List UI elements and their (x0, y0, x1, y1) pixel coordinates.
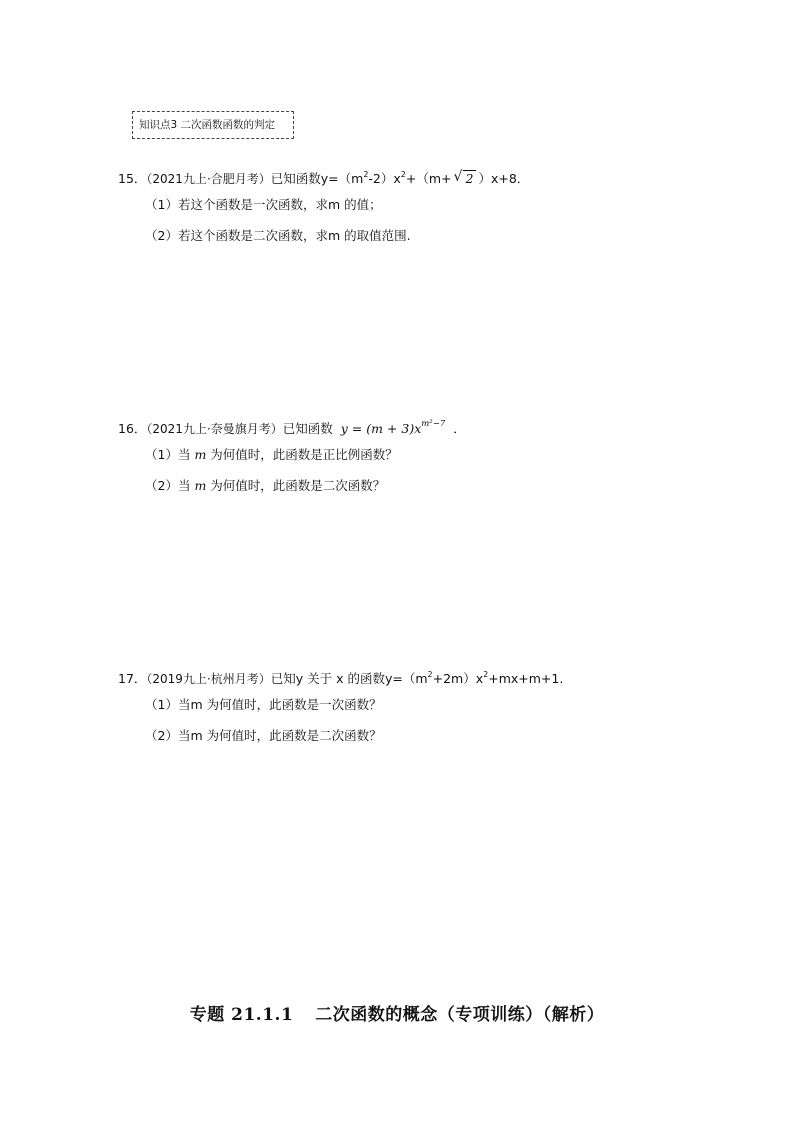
part-text: （2）当 (145, 478, 195, 493)
variable: m (194, 447, 207, 462)
question-16-part-1 (145, 447, 398, 463)
exponent: 2 (400, 170, 406, 179)
stem-text: ）x+8． (478, 171, 530, 186)
formula: y = (m + 3)x (340, 421, 422, 436)
stem-text: -2）x (368, 171, 401, 186)
question-source: （2021九上·合肥月考） (146, 172, 271, 186)
question-source: （2021九上·奈曼旗月考） (146, 422, 283, 436)
topic-title: 二次函数的概念（专项训练）（解析） (315, 1005, 605, 1025)
part-text: 为何值时，此函数是正比例函数？ (206, 447, 398, 462)
question-number: 17． (118, 671, 147, 686)
stem-text: ． (453, 421, 466, 436)
question-number: 16． (118, 421, 147, 436)
variable: m (194, 478, 207, 493)
question-17-part-2: （2）当m 为何值时，此函数是二次函数？ (145, 728, 382, 743)
sqrt-argument: 2 (463, 170, 477, 186)
formula-exponent: m²−7 (421, 419, 446, 429)
stem-text: 已知函数 (282, 421, 333, 436)
question-16-part-2 (145, 478, 385, 494)
exponent: 2 (427, 670, 433, 679)
stem-text: +2m）x (432, 671, 484, 686)
part-text: （1）当 (145, 447, 195, 462)
stem-text: 已知y 关于 x 的函数y=（m (270, 671, 428, 686)
stem-text: +（m+ (405, 171, 452, 186)
exponent: 2 (363, 170, 369, 179)
sqrt-expression (454, 171, 477, 187)
part-text: 为何值时，此函数是二次函数？ (206, 478, 386, 493)
topic-number: 专题 21.1.1 (189, 1005, 294, 1025)
topic-heading (0, 1000, 794, 1025)
question-15-stem (118, 167, 529, 187)
question-17-stem (118, 667, 563, 687)
question-number: 15． (118, 171, 147, 186)
exponent: 2 (483, 670, 489, 679)
section-tag: 知识点3 二次函数函数的判定 (132, 111, 294, 139)
sqrt-icon: √ (453, 169, 463, 185)
question-15-part-1: （1）若这个函数是一次函数，求m 的值； (145, 197, 382, 212)
question-16-stem (118, 416, 466, 437)
stem-text: +mx+m+1. (488, 671, 564, 686)
question-15-part-2: （2）若这个函数是二次函数，求m 的取值范围. (145, 228, 411, 243)
question-17-part-1: （1）当m 为何值时，此函数是一次函数？ (145, 697, 382, 712)
stem-text: 已知函数y=（m (270, 171, 364, 186)
question-source: （2019九上·杭州月考） (146, 672, 271, 686)
